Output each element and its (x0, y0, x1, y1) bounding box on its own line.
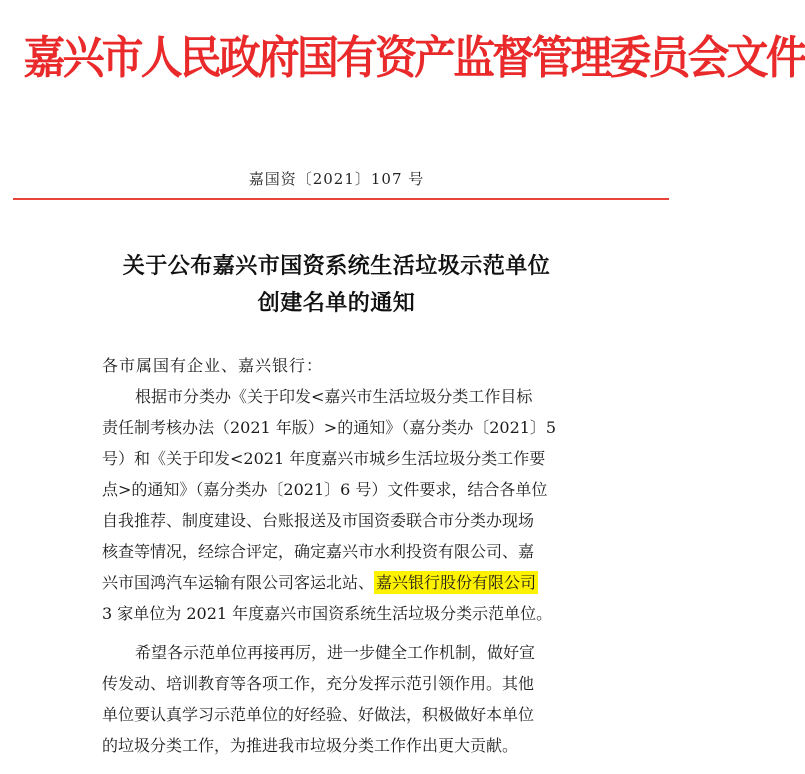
paragraph2-line: 希望各示范单位再接再厉，进一步健全工作机制，做好宣 (135, 643, 536, 662)
paragraph1-line: 3 家单位为 2021 年度嘉兴市国资系统生活垃圾分类示范单位。 (102, 604, 553, 623)
red-separator-line (13, 198, 669, 200)
paragraph1-line: 点>的通知》（嘉分类办〔2021〕6 号）文件要求，结合各单位 (102, 480, 548, 499)
issuing-authority-header: 嘉兴市人民政府国有资产监督管理委员会文件 (23, 31, 805, 84)
paragraph1-line (102, 571, 538, 595)
paragraph1-line: 核查等情况，经综合评定，确定嘉兴市水利投资有限公司、嘉 (102, 542, 535, 561)
paragraph2-line: 的垃圾分类工作，为推进我市垃圾分类工作作出更大贡献。 (102, 736, 519, 755)
paragraph1-line: 责任制考核办法（2021 年版）>的通知》（嘉分类办〔2021〕5 (102, 418, 557, 437)
highlighted-company-name: 嘉兴银行股份有限公司 (376, 573, 537, 592)
paragraph1-line-text: 兴市国鸿汽车运输有限公司客运北站、 (102, 573, 375, 592)
document-number: 嘉国资〔2021〕107 号 (248, 170, 425, 188)
paragraph2-line: 传发动、培训教育等各项工作，充分发挥示范引领作用。其他 (102, 674, 535, 693)
paragraph1-line: 号）和《关于印发<2021 年度嘉兴市城乡生活垃圾分类工作要 (102, 449, 546, 468)
notice-title-line-2: 创建名单的通知 (257, 290, 416, 316)
paragraph1-line: 自我推荐、制度建设、台账报送及市国资委联合市分类办现场 (102, 511, 535, 530)
addressee: 各市属国有企业、嘉兴银行： (102, 356, 324, 375)
notice-title-line-1: 关于公布嘉兴市国资系统生活垃圾示范单位 (122, 253, 551, 279)
paragraph1-line: 根据市分类办《关于印发<嘉兴市生活垃圾分类工作目标 (135, 387, 533, 406)
paragraph2-line: 单位要认真学习示范单位的好经验、好做法，积极做好本单位 (102, 705, 535, 724)
